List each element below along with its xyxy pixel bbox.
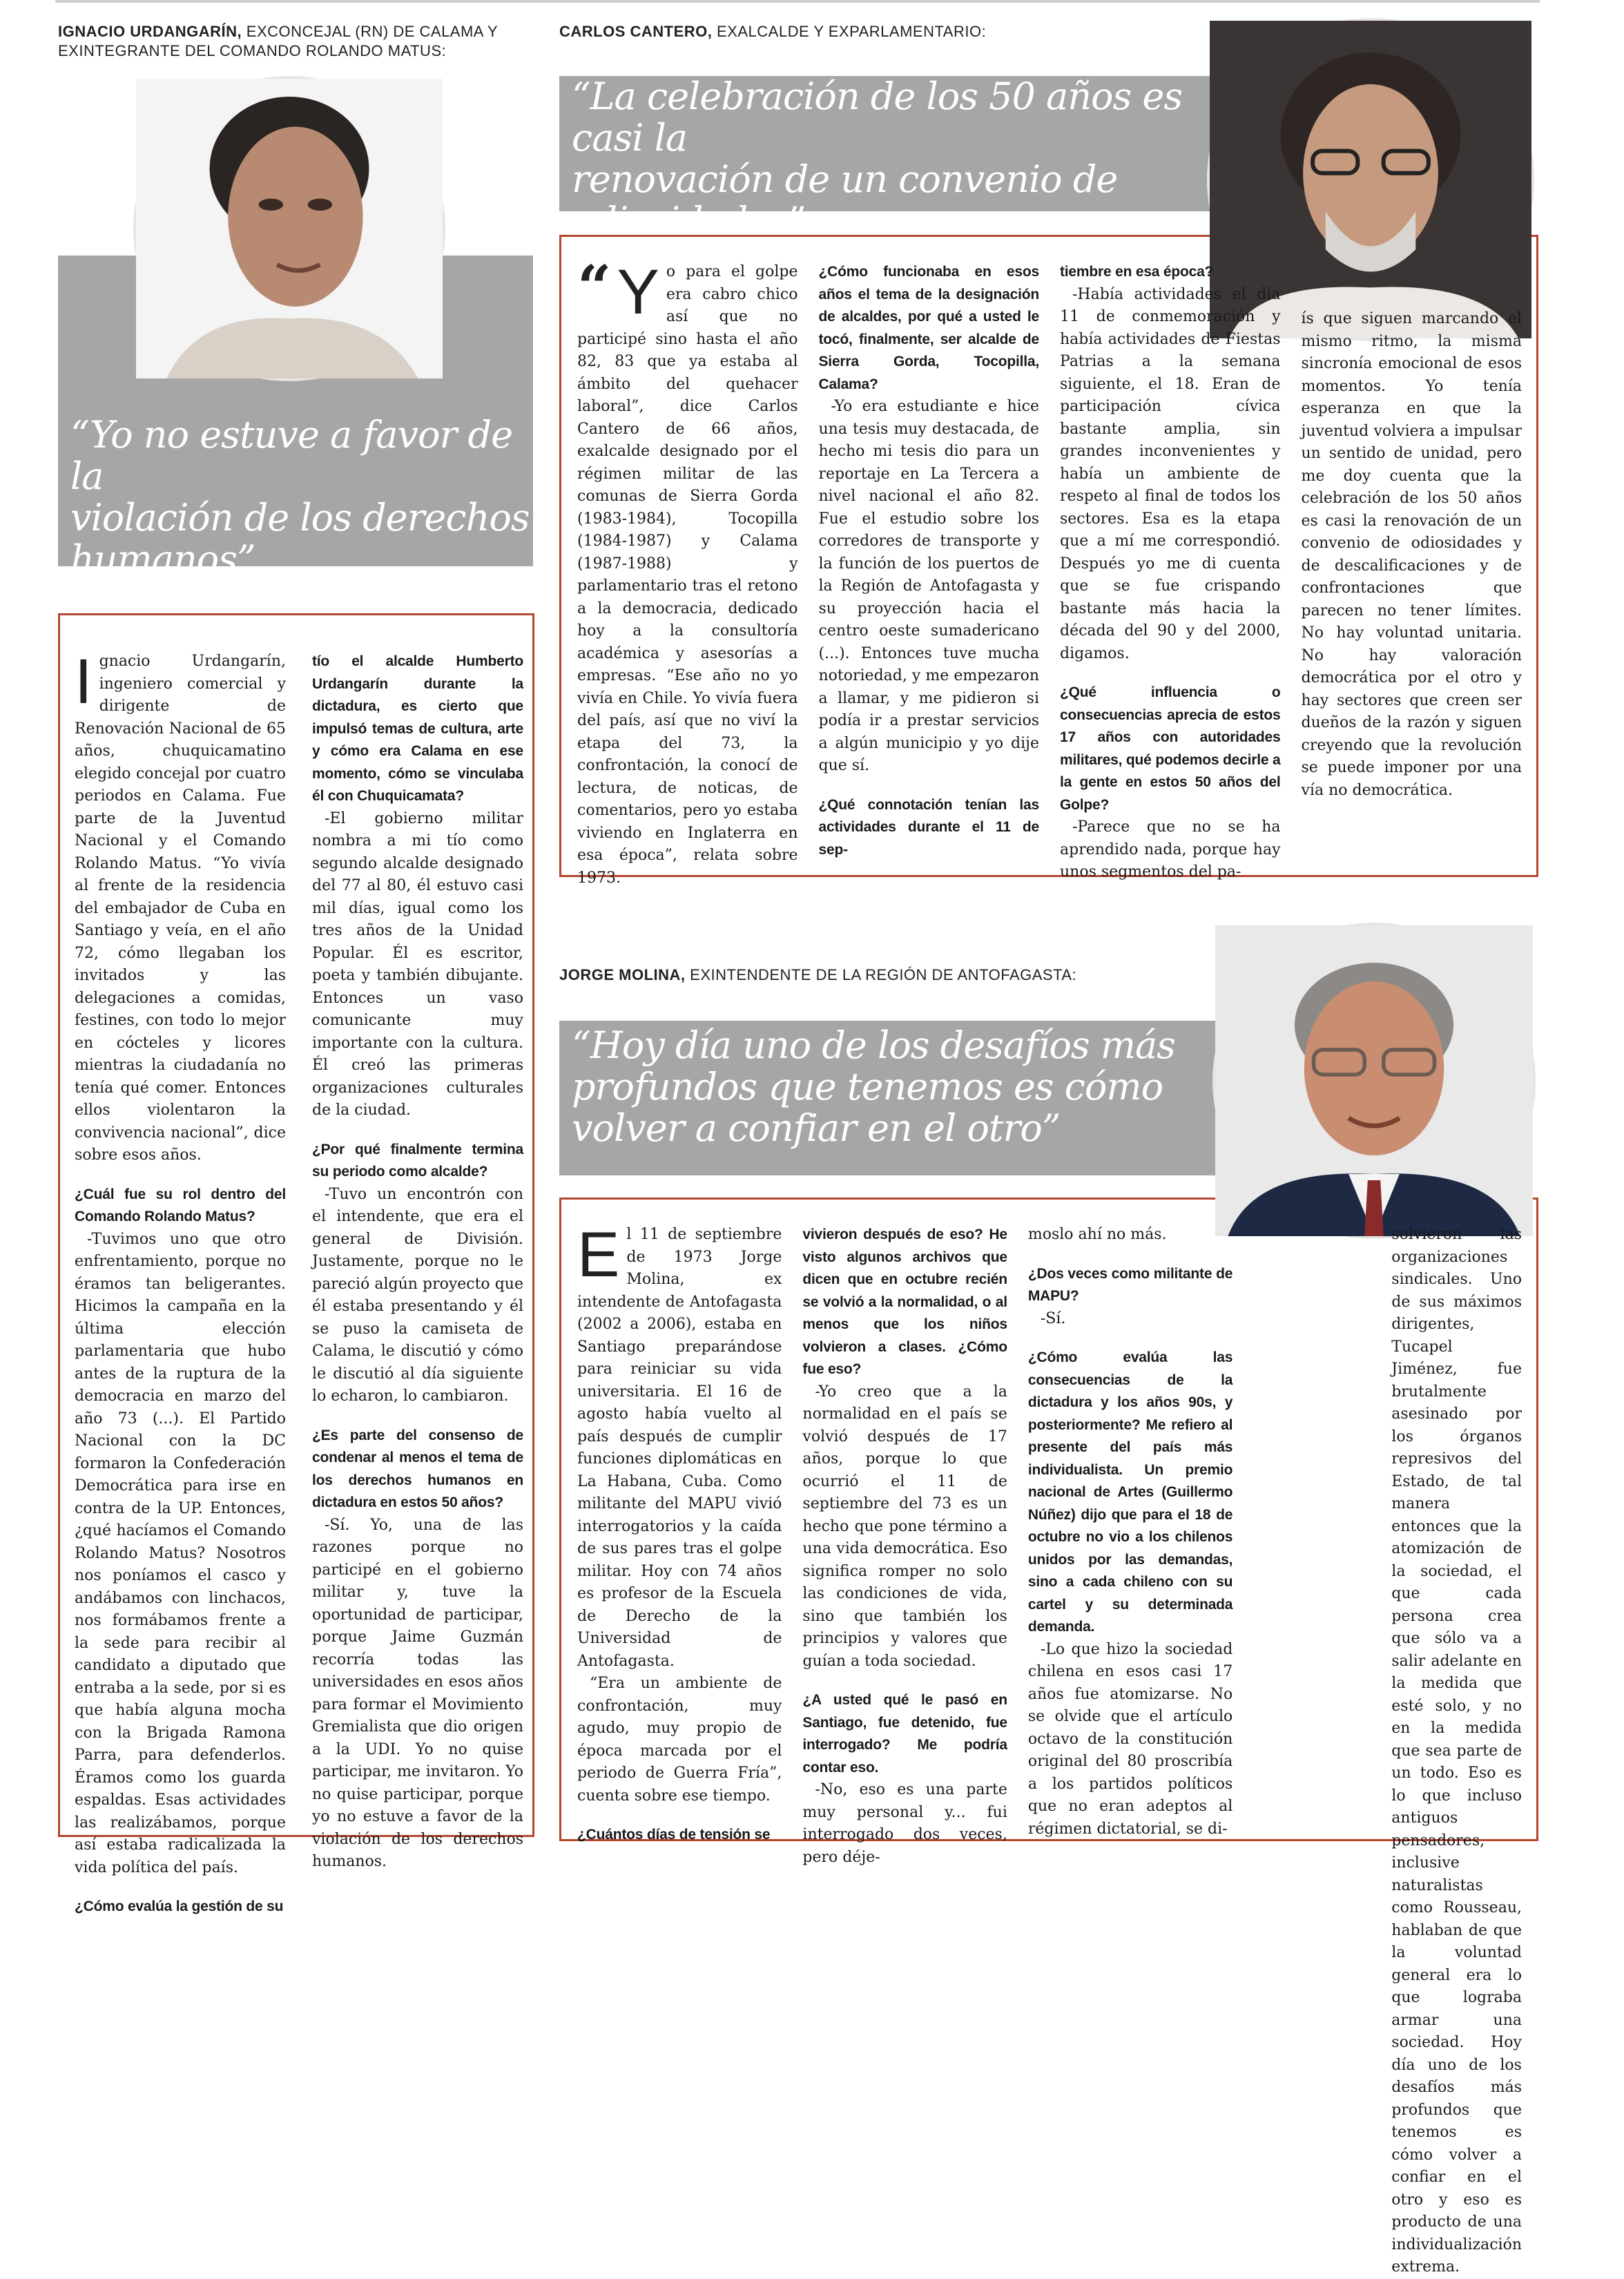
cantero-open-quote: “: [577, 253, 612, 323]
urdangarin-byline-role: EXCONCEJAL (RN) DE CALAMA Y EXINTEGRANTE DEL COMANDO ROLANDO MATUS:: [58, 23, 498, 59]
urdangarin-question: ¿Cómo evalúa la gestión de su: [75, 1898, 284, 1914]
molina-answer: -Sí.: [1040, 1309, 1066, 1327]
molina-col-2: [802, 1224, 1007, 2279]
urdangarin-question: ¿Por qué finalmente termina su periodo como alcalde?: [312, 1141, 523, 1180]
urdangarin-col-1: [75, 646, 286, 1919]
molina-headline-line2: profundos que tenemos es cómo: [572, 1065, 1163, 1108]
cantero-headline-line1: “La celebración de los 50 años es casi la: [572, 75, 1183, 160]
molina-byline-role: EXINTENDENTE DE LA REGIÓN DE ANTOFAGASTA:: [690, 966, 1077, 983]
urdangarin-question-cont: tío el alcalde Humberto Urdangarín durante la dictadura, es cierto que impulsó temas de cultura, arte y cómo era Calama en ese momento, cómo se vinculaba él con Chuquicamata?: [312, 653, 523, 804]
molina-headline-line3: volver a confiar en el otro”: [572, 1106, 1061, 1150]
molina-portrait: [1212, 923, 1536, 1239]
molina-lead: l 11 de septiembre de 1973 Jorge Molina, ex intendente de Antofagasta (2002 a 2006), estaba en Santiago preparándose para reiniciar su vida universitaria. El 16 de agosto había vuelto al país después de cumplir funciones diplomáticas en La Habana, Cuba. Como militante del MAPU vivió interrogatorios y la caída de sus pares tras el golpe militar. Hoy con 74 años es profesor de la Escuela de Derecho de la Universidad de Antofagasta.: [577, 1226, 782, 1670]
cantero-col-1: [577, 253, 798, 890]
molina-col-1: [577, 1220, 782, 2279]
molina-dropcap: E: [577, 1220, 620, 1290]
cantero-lead: o para el golpe era cabro chico así que no participé sino hasta el año 82, 83 que ya estaba al ámbito del quehacer laboral”, dice Carlos Cantero de 66 años, exalcalde designado por el régimen militar de las comunas de Sierra Gorda (1983-1984), Tocopilla (1984-1987) y Calama (1987-1988) y parlamentario tras el retono a la democracia, dedicado hoy a la consultoría académica y asesorías a empresas. “Ese año no yo vivía en Chile. Yo vivía fuera del país, así que no viví la etapa del 73, la confrontación, la conocí de lectura, de noticas, de comentarios, pero yo estaba viviendo en Inglaterra en esa época”, relata sobre 1973.: [577, 263, 798, 887]
cantero-question-cont: tiembre en esa época?: [1060, 264, 1214, 280]
molina-col-4: [1253, 1224, 1522, 2279]
urdangarin-headline-line2: violación de los derechos: [70, 496, 530, 539]
urdangarin-answer: -Tuvimos uno que otro enfrentamiento, porque no éramos tan beligerantes. Hicimos la campaña en la última elección parlamentaria que hubo antes de la ruptura de la democracia en marzo del año 73 (...). El Partido Nacional con la DC formaron la Confederación Democrática para irse en contra de la UP. Entonces, ¿qué hacíamos el Comando Rolando Matus? Nosotros nos poníamos el casco y andábamos con linchacos, nos formábamos frente a la sede para recibir al candidato a diputado que entraba a la sede, por si es que había alguna mocha con la Brigada Ramona Parra, para defenderlos. Éramos como los guarda espaldas. Esas actividades las realizábamos, porque así estaba radicalizada la vida política del país.: [75, 1230, 286, 1876]
molina-question: ¿Cómo evalúa las consecuencias de la dictadura y los años 90s, y posteriormente? Me refiero al presente del país más individualista. Un premio nacional de Artes (Guillermo Núñez) dijo que para el 18 de octubre no vio a los chilenos unidos por las demandas, sino a cada chileno con su cartel y su determinada demanda.: [1027, 1349, 1233, 1635]
cantero-answer: -Parece que no se ha aprendido nada, porque hay unos segmentos del pa-: [1060, 818, 1281, 881]
cantero-byline: [559, 22, 1181, 41]
cantero-answer-cont: ís que siguen marcando el mismo ritmo, la misma sincronía emocional de esos momentos. Yo tenía esperanza en que la juventud volviera a impulsar un sentido de unidad, pero me doy cuenta que la celebración de los 50 años es casi la renovación de un convenio de odiosidades y de descalificaciones y de confrontaciones que parecen no tener límites. No hay voluntad unitaria. No hay valoración democrática por el otro y hay sectores que creen ser dueños de la razón y siguen creyendo que la revolución se puede imponer por una vía no democrática.: [1301, 310, 1522, 799]
cantero-question: ¿Qué connotación tenían las actividades durante el 11 de sep-: [818, 796, 1039, 858]
urdangarin-article-columns: [75, 646, 523, 1914]
molina-col-3: [1028, 1224, 1232, 2279]
molina-question: ¿Cuántos días de tensión se: [577, 1827, 771, 1843]
molina-answer-cont: solvieron las organizaciones sindicales. Uno de sus máximos dirigentes, Tucapel Jiménez, fue brutalmente asesinado por los órganos represivos del Estado, de tal manera entonces que la atomización de la sociedad, el que cada persona crea que sólo va a salir adelante en la medida que esté solo, y no en la medida que sea parte de un todo. Eso es lo que incluso antiguos pensadores, inclusive naturalistas como Rousseau, hablaban de que la voluntad general era lo que lograba armar una sociedad. Hoy día uno de los desafíos más profundos que tenemos es cómo volver a confiar en el otro y eso es producto de una individualización extrema.: [1391, 1226, 1522, 2276]
cantero-headline: [559, 75, 1257, 242]
urdangarin-answer: -Tuvo un encontrón con el intendente, que era el general de División. Justamente, porque no le pareció algún proyecto que él estaba presentando y él se puso la camiseta de Calama, le discutió y cómo le discutió al día siguiente lo echaron, lo cambiaron.: [312, 1185, 523, 1405]
molina-question: ¿A usted qué le pasó en Santiago, fue detenido, fue interrogado? Me podría contar eso.: [802, 1692, 1007, 1776]
cantero-headline-line2: renovación de un convenio de: [572, 157, 1118, 201]
urdangarin-headline-line1: “Yo no estuve a favor de la: [70, 413, 513, 498]
molina-byline: [559, 965, 1181, 985]
cantero-col-3: [1060, 261, 1281, 890]
cantero-question: ¿Cómo funcionaba en esos años el tema de la designación de alcaldes, por qué a usted le tocó, finalmente, ser alcalde de Sierra Gorda, Tocopilla, Calama?: [818, 264, 1039, 392]
molina-paragraph: “Era un ambiente de confrontación, muy agudo, muy propio de época marcada por el periodo de Guerra Fría”, cuenta sobre ese tiempo.: [577, 1675, 782, 1805]
cantero-headline-line3: odiosidades”: [572, 199, 806, 242]
molina-answer: -Lo que hizo la sociedad chilena en esos casi 17 años fue atomizarse. No se olvide que el artículo octavo de la constitución original del 80 proscribía a los partidos políticos que no eran adeptos al régimen dictatorial, se di-: [1027, 1640, 1233, 1838]
cantero-byline-role: EXALCALDE Y EXPARLAMENTARIO:: [717, 23, 987, 40]
cantero-byline-name: CARLOS CANTERO,: [559, 23, 713, 40]
urdangarin-answer: -Sí. Yo, una de las razones porque no participé en el gobierno militar y, tuve la oportunidad de participar, porque Jaime Guzmán recorría todas las universidades en esos años para formar el Movimiento Gremialista que dio origen a la UDI. Yo no quise participar, me invitaron. Yo no quise participar, porque yo no estuve a favor de la violación de los derechos humanos.: [312, 1516, 523, 1870]
urdangarin-question: ¿Cuál fue su rol dentro del Comando Rolando Matus?: [75, 1186, 286, 1224]
cantero-col-2: [819, 261, 1040, 890]
cantero-answer: -Yo era estudiante e hice una tesis muy destacada, de hecho mi tesis dio para un reportaje en La Tercera a nivel nacional el año 82. Fue el estudio sobre los corredores de transporte y la función de los puertos de la Región de Antofagasta y su proyección hacia el centro oeste sumadericano (...). Entonces tuve mucha notoriedad, y me empezaron a llamar, y me pidieron si podía ir a prestar servicios a algún municipio y yo dije que sí.: [818, 398, 1039, 774]
molina-answer: -Yo creo que a la normalidad en el país se volvió después de 17 años, porque lo que ocurrió el 11 de septiembre del 73 es un hecho que pone término a una vida democrática. Eso significa romper no solo las condiciones de vida, sino que también los principios y valores que guían a toda sociedad.: [802, 1383, 1007, 1670]
urdangarin-byline: [58, 22, 514, 61]
urdangarin-lead: gnacio Urdangarín, ingeniero comercial y dirigente de Renovación Nacional de 65 años, chuquicamatino elegido concejal por cuatro periodos en Calama. Fue parte de la Juventud Nacional y el Comando Rolando Matus. “Yo vivía al frente de la residencia del embajador de Cuba en Santiago y veía, en el año 72, cómo llegaban los invitados y las delegaciones a comidas, festines, con todo lo mejor en cócteles y licores mientras la ciudadanía no tenía qué comer. Entonces ellos violentaron la convivencia nacional”, dice sobre esos años.: [75, 653, 286, 1164]
urdangarin-headline-line3: humanos”: [70, 537, 255, 581]
urdangarin-answer: -El gobierno militar nombra a mi tío como segundo alcalde designado del 77 al 80, él estuvo casi mil días, igual como los tres años de la Unidad Popular. Él es escritor, poeta y también dibujante. Entonces un vaso comunicante muy importante con la cultura. Él creó las primeras organizaciones culturales de la ciudad.: [312, 809, 523, 1119]
urdangarin-question: ¿Es parte del consenso de condenar al menos el tema de los derechos humanos en dictadura en estos 50 años?: [312, 1427, 523, 1510]
cantero-question: ¿Qué influencia o consecuencias aprecia de estos 17 años con autoridades militares, qué podemos decirle a la gente en estos 50 años del Golpe?: [1060, 684, 1281, 813]
molina-article-columns: [577, 1220, 1522, 2276]
top-rule: [55, 0, 1540, 3]
molina-headline-line1: “Hoy día uno de los desafíos más: [572, 1023, 1175, 1067]
molina-headline: [559, 1021, 1257, 1175]
molina-answer-cont: moslo ahí no más.: [1027, 1226, 1167, 1243]
molina-byline-name: JORGE MOLINA,: [559, 966, 686, 983]
cantero-article-columns: [577, 253, 1522, 887]
urdangarin-col-2: [312, 651, 523, 1919]
cantero-dropcap: Y: [617, 257, 659, 327]
molina-question: ¿Dos veces como militante de MAPU?: [1027, 1265, 1233, 1304]
urdangarin-byline-name: IGNACIO URDANGARÍN,: [58, 23, 242, 40]
cantero-answer: -Había actividades el día 11 de conmemoración y había actividades de Fiestas Patrias a la semana siguiente, el 18. Eran de participación cívica bastante amplia, sin grandes inconvenientes y había un ambiente de respeto al final de todos los sectores. Esa es la etapa que a mí me correspondió. Después yo me di cuenta que se fue crispando bastante más hacia la década del 90 y del 2000, digamos.: [1060, 285, 1281, 662]
urdangarin-portrait: [133, 76, 445, 381]
molina-answer: -No, eso es una parte muy personal y... fui interrogado dos veces, pero déje-: [802, 1781, 1007, 1866]
urdangarin-dropcap: I: [75, 646, 93, 717]
cantero-col-4: [1302, 261, 1522, 890]
molina-question-cont: vivieron después de eso? He visto algunos archivos que dicen que en octubre recién se volvió a la normalidad, o al menos que los niños volvieron a clases. ¿Cómo fue eso?: [802, 1227, 1007, 1377]
